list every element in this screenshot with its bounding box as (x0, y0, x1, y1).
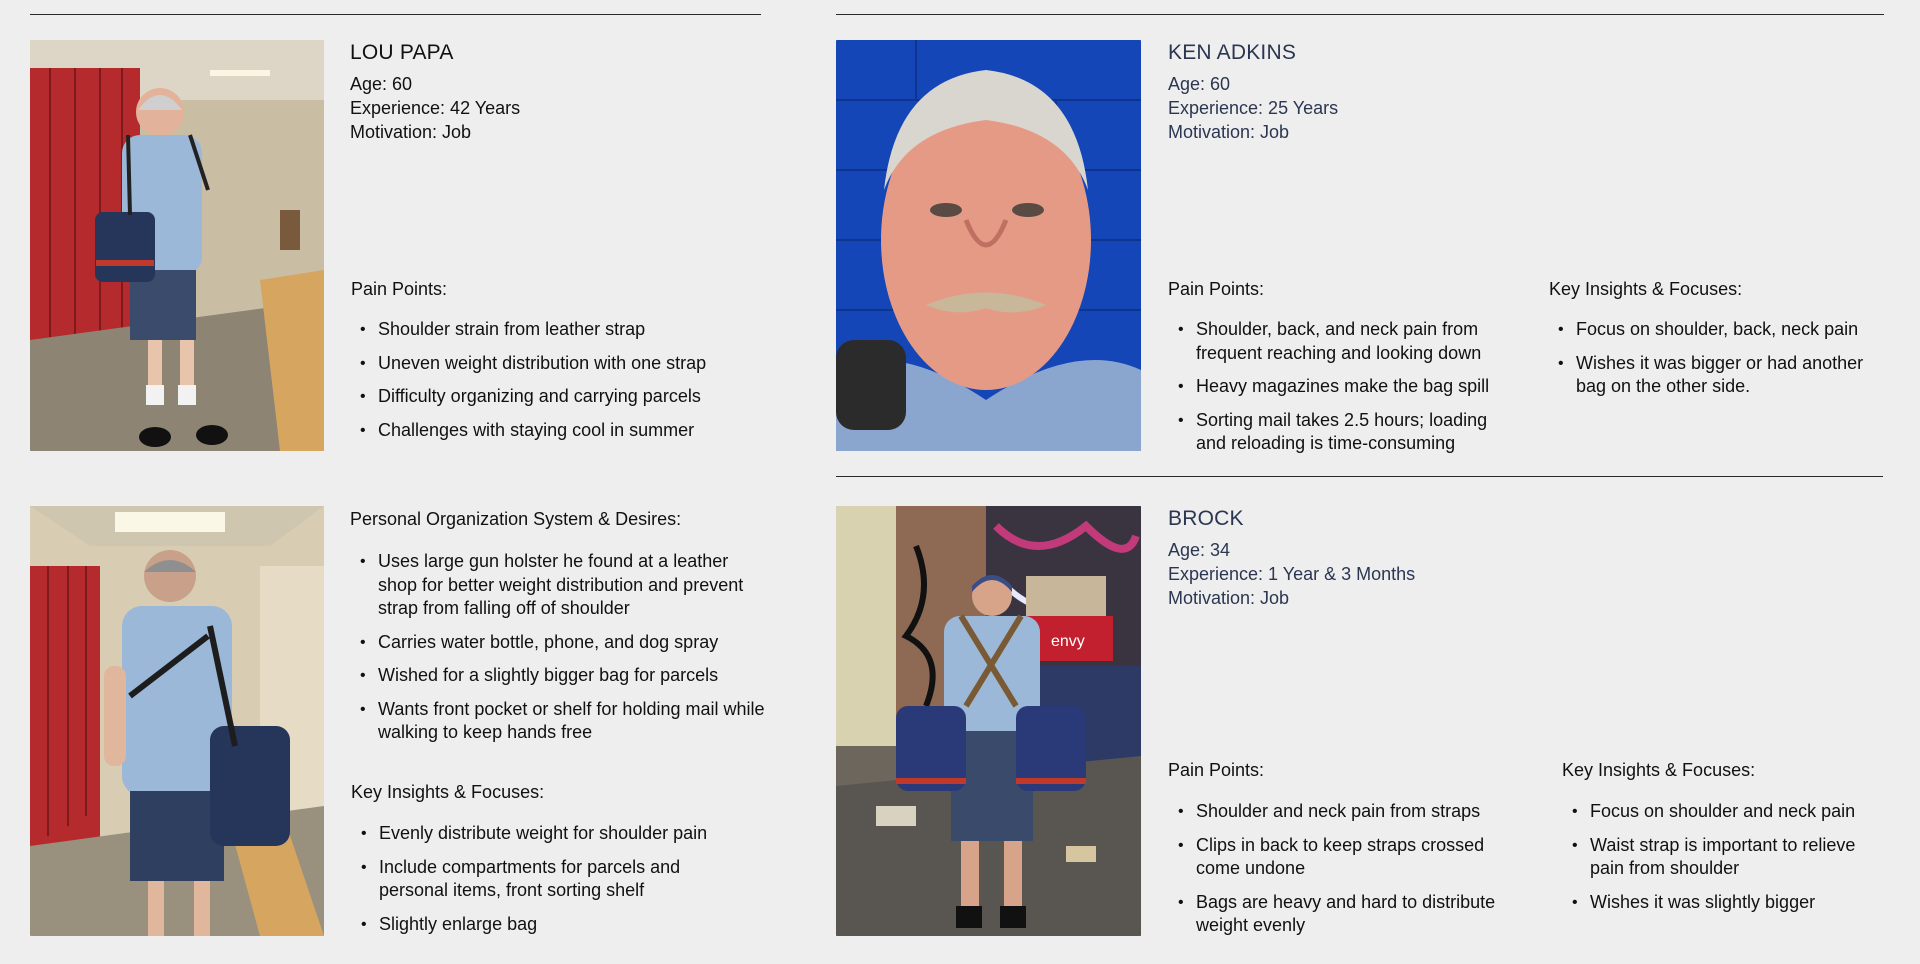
lou-org-title: Personal Organization System & Desires: (350, 509, 682, 529)
envy-box-lettering: envy (1051, 633, 1085, 650)
list-item: • Wants front pocket or shelf for holding mail while walking to keep hands free (350, 698, 770, 745)
persona-age: Age: 34 (1168, 540, 1231, 560)
persona-motivation: Motivation: Job (1168, 122, 1290, 142)
persona-name: BROCK (1168, 507, 1244, 530)
ken-pain-points-list (1168, 318, 1518, 466)
divider-middle-right (836, 476, 1883, 477)
list-item: • Include compartments for parcels and personal items, front sorting shelf (351, 856, 751, 903)
ken-adkins-portrait-photo (836, 40, 1141, 451)
brock-insights-title: Key Insights & Focuses: (1562, 760, 1756, 780)
ken-insights-title: Key Insights & Focuses: (1549, 279, 1743, 299)
list-item: • Focus on shoulder, back, neck pain (1548, 318, 1888, 342)
list-item: • Wishes it was slightly bigger (1562, 891, 1892, 915)
list-item: • Shoulder and neck pain from straps (1168, 800, 1518, 824)
divider-top-right (836, 14, 1884, 15)
persona-motivation: Motivation: Job (350, 122, 472, 142)
ken-insights-list (1548, 318, 1888, 409)
ken-pain-points-title: Pain Points: (1168, 279, 1265, 299)
persona-name: KEN ADKINS (1168, 41, 1297, 64)
brock-back-photo (836, 506, 1141, 936)
list-item: • Shoulder strain from leather strap (350, 318, 770, 342)
brock-insights-list (1562, 800, 1892, 924)
list-item: • Waist strap is important to relieve pain from shoulder (1562, 834, 1892, 881)
divider-top-left (30, 14, 761, 15)
lou-org-list (350, 550, 770, 755)
persona-motivation: Motivation: Job (1168, 588, 1290, 608)
brock-header (1168, 506, 1568, 610)
persona-age: Age: 60 (350, 74, 413, 94)
list-item: • Uneven weight distribution with one strap (350, 352, 770, 376)
lou-pain-points-title: Pain Points: (351, 279, 448, 299)
list-item: • Wished for a slightly bigger bag for parcels (350, 664, 770, 688)
persona-experience: Experience: 1 Year & 3 Months (1168, 564, 1416, 584)
list-item: • Heavy magazines make the bag spill (1168, 375, 1518, 399)
lou-pain-points-list (350, 318, 770, 452)
list-item: • Sorting mail takes 2.5 hours; loading and reloading is time-consuming (1168, 409, 1518, 456)
lou-insights-title: Key Insights & Focuses: (351, 782, 545, 802)
lou-papa-front-photo (30, 40, 324, 451)
lou-papa-back-photo (30, 506, 324, 936)
list-item: • Slightly enlarge bag (351, 913, 751, 937)
list-item: • Clips in back to keep straps crossed come undone (1168, 834, 1518, 881)
list-item: • Carries water bottle, phone, and dog spray (350, 631, 770, 655)
lou-insights-list (351, 822, 751, 946)
persona-name: LOU PAPA (350, 41, 454, 64)
persona-age: Age: 60 (1168, 74, 1231, 94)
list-item: • Bags are heavy and hard to distribute weight evenly (1168, 891, 1518, 938)
lou-papa-header (350, 40, 750, 144)
persona-experience: Experience: 25 Years (1168, 98, 1339, 118)
list-item: • Focus on shoulder and neck pain (1562, 800, 1892, 824)
list-item: • Wishes it was bigger or had another bag on the other side. (1548, 352, 1888, 399)
brock-pain-points-list (1168, 800, 1518, 948)
ken-adkins-header (1168, 40, 1568, 144)
list-item: • Difficulty organizing and carrying parcels (350, 385, 770, 409)
persona-experience: Experience: 42 Years (350, 98, 521, 118)
list-item: • Challenges with staying cool in summer (350, 419, 770, 443)
brock-pain-points-title: Pain Points: (1168, 760, 1265, 780)
list-item: • Uses large gun holster he found at a leather shop for better weight distribution and prevent strap from falling off of shoulder (350, 550, 770, 621)
list-item: • Evenly distribute weight for shoulder pain (351, 822, 751, 846)
list-item: • Shoulder, back, and neck pain from frequent reaching and looking down (1168, 318, 1518, 365)
